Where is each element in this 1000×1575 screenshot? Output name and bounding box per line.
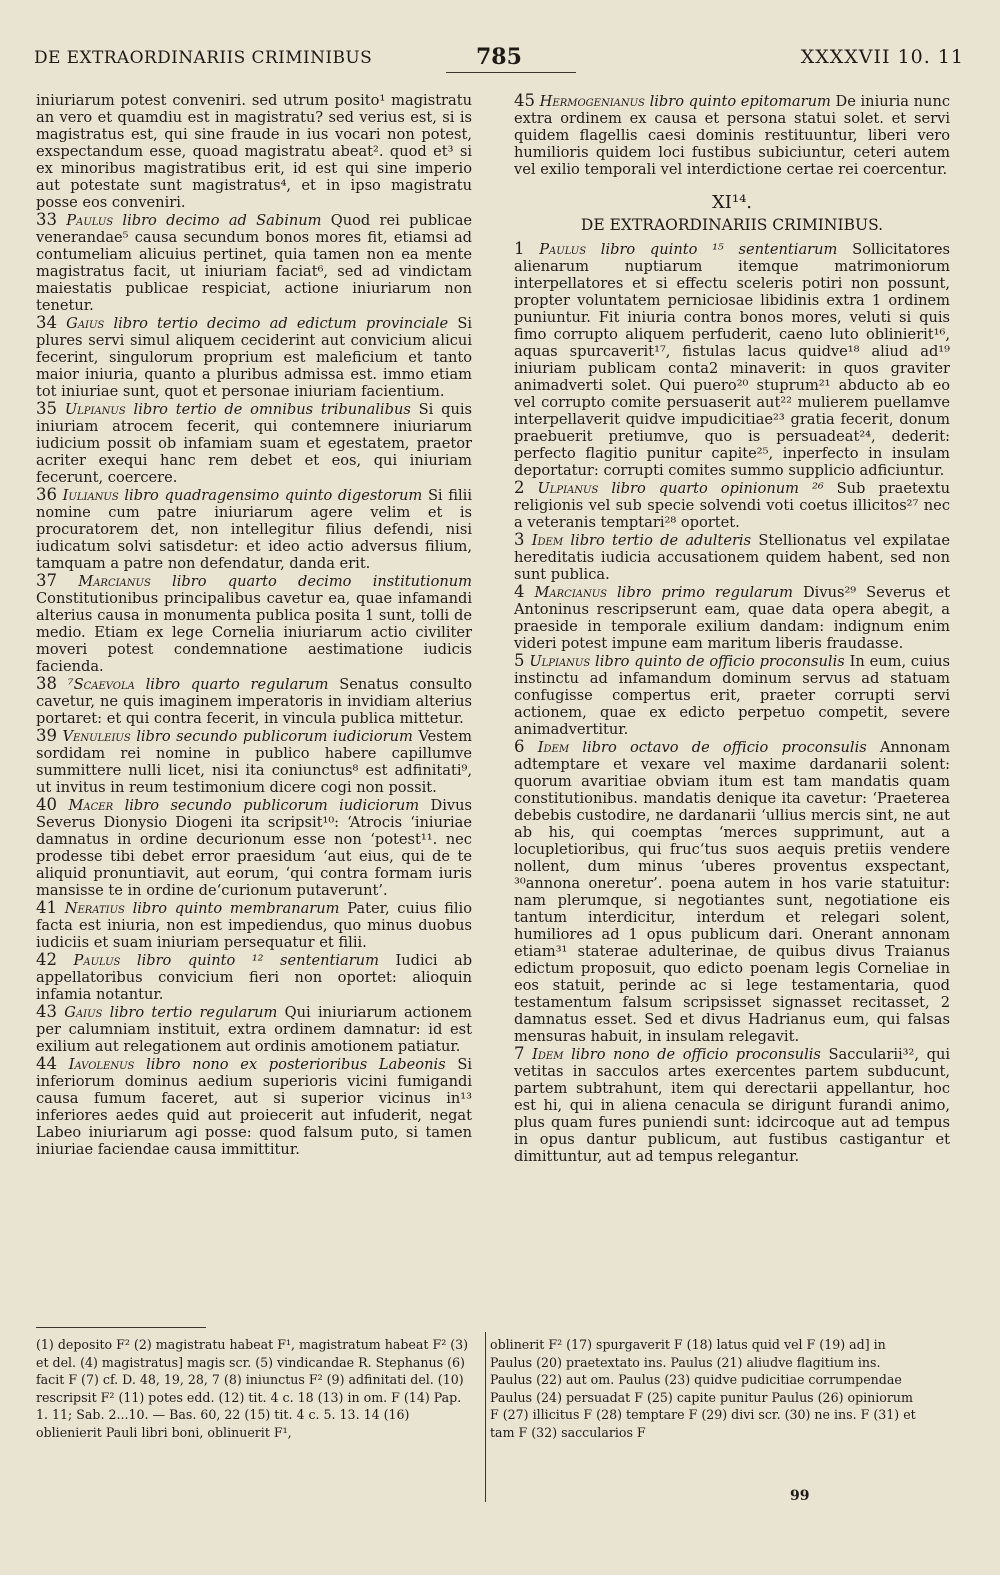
fragment-number: 33 bbox=[36, 210, 57, 229]
fragment-number: 39 bbox=[36, 726, 57, 745]
fragment-text: Vestem sordidam rei nomine in publico habere capillumve summittere nulli licet, nisi ita coniunctus⁸ est adfinitati⁹, ut invitus in reum testimonium dicere cogi non possit. bbox=[36, 728, 473, 796]
running-title: DE EXTRAORDINARIIS CRIMINIBUS bbox=[34, 48, 373, 68]
fragment-author: Iavolenus bbox=[68, 1056, 135, 1073]
fragment-author: Ulpianus bbox=[529, 653, 591, 670]
fragment-40 bbox=[36, 796, 472, 899]
fragment-number: 43 bbox=[36, 1002, 57, 1021]
fragment-work: libro quinto ¹⁵ sententiarum bbox=[600, 241, 838, 258]
footnote-rule bbox=[36, 1327, 206, 1328]
fragment-text: Constitutionibus principalibus cavetur ea, quae infamandi alterius causa in monumenta publica posita 1 sunt, tolli de medio. Etiam ex lege Cornelia iniuriarum actio civiliter moveri potest condemnatione aestimatione iudicis facienda. bbox=[36, 590, 472, 675]
header-rule bbox=[446, 72, 576, 73]
fragment-work: libro quinto ¹² sententiarum bbox=[136, 952, 379, 969]
fragment-author: Ulpianus bbox=[537, 480, 599, 497]
fragment-work: libro quarto decimo institutionum bbox=[172, 573, 473, 590]
fragment-text: Si plures servi simul aliquem ceciderint aut convicium alicui fecerint, singulorum proprium est maleficium et tanto maior iniuria, quanto a pluribus admissa est. immo etiam tot iniuriae sunt, quot et personae iniuriam facientium. bbox=[36, 315, 473, 400]
fragment-34 bbox=[36, 314, 472, 400]
left-column bbox=[36, 92, 472, 1158]
fragment-text: Senatus consulto cavetur, ne quis imaginem imperatoris in invidiam alterius portaret: et qui contra fecerit, in vincula publica mittetur. bbox=[36, 676, 473, 727]
footnote-column-divider bbox=[485, 1332, 486, 1502]
signature-mark: 99 bbox=[790, 1488, 810, 1504]
fragment-3 bbox=[514, 531, 950, 583]
fragment-number: 4 bbox=[514, 582, 525, 601]
fragment-number: 45 bbox=[514, 91, 535, 110]
fragment-text: Stellionatus vel expilatae hereditatis iudicia accusationem quidem habent, sed non sunt publica. bbox=[514, 532, 951, 583]
fragment-number: 37 bbox=[36, 571, 57, 590]
title-heading bbox=[514, 194, 950, 234]
fragment-text: De iniuria nunc extra ordinem ex causa et persona statui solet. et servi quidem flagellis caesi dominis restituuntur, liberi vero humilioris quidem loci fustibus subiciuntur, ceteri autem vel exilio temporali vel interdictione certae rei coercentur. bbox=[514, 93, 951, 178]
fragment-text: Qui iniuriarum actionem per calumniam instituit, extra ordinem damnatur: id est exilium aut relegationem aut ordinis amotionem patiatur. bbox=[36, 1004, 473, 1055]
fragment-author: Idem bbox=[531, 532, 564, 549]
fragment-work: libro quarto opinionum ²⁶ bbox=[611, 480, 824, 497]
fragment-number: 1 bbox=[514, 239, 525, 258]
fragment-text: In eum, cuius instinctu ad infamandum dominum servus ad statuam confugisse compertus erit, praeter corrupti servi actionem, quae ex edicto perpetuo competit, severe animadvertitur. bbox=[514, 653, 951, 738]
footnotes-right: oblinerit F² (17) spurgaverit F (18) latus quid vel F (19) ad] in Paulus (20) praetextato ins. Paulus (21) aliudve flagitium ins. Paulus (22) aut om. Paulus (23) quidve pudicitiae corrumpendae Paulus (24) persuadat F (25) capite punitur Paulus (26) opiniorum F (27) illicitus F (28) temptare F (29) divi scr. (30) ne ins. F (31) et tam F (32) saccularios F bbox=[490, 1337, 916, 1440]
fragment-number: 44 bbox=[36, 1054, 57, 1073]
fragment-38 bbox=[36, 675, 472, 727]
fragment-author: Venuleius bbox=[62, 728, 131, 745]
fragment-work: libro quinto de officio proconsulis bbox=[595, 653, 845, 670]
fragment-work: libro primo regularum bbox=[617, 584, 793, 601]
running-header bbox=[34, 44, 964, 78]
fragment-author: Paulus bbox=[539, 241, 587, 258]
fragment-work: libro nono ex posterioribus Labeonis bbox=[146, 1056, 446, 1073]
fragment-text: Iudici ab appellatoribus convicium fieri non oportet: alioquin infamia notantur. bbox=[36, 952, 473, 1003]
fragment-6 bbox=[514, 738, 950, 1045]
fragment-author: Idem bbox=[532, 1046, 564, 1063]
fragment-5 bbox=[514, 652, 950, 738]
fragment-44 bbox=[36, 1055, 472, 1158]
title-name: DE EXTRAORDINARIIS CRIMINIBUS. bbox=[580, 216, 884, 234]
fragment-work: libro secundo publicorum iudiciorum bbox=[136, 728, 413, 745]
fragment-number: 38 bbox=[36, 674, 57, 693]
title-number: XI¹⁴. bbox=[711, 192, 753, 213]
fragment-number: 41 bbox=[36, 898, 57, 917]
fragment-author: Iulianus bbox=[62, 487, 119, 504]
fragment-text: Si filii nomine cum patre iniuriarum agere velim et is procuratorem det, non intellegitur filius defendi, nisi iudicatum solvi satisdetur: et ideo actio adversus filium, tamquam a patre non defendatur, danda erit. bbox=[36, 487, 473, 572]
fragment-work: libro tertio regularum bbox=[109, 1004, 278, 1021]
fragment-number: 34 bbox=[36, 313, 57, 332]
fragment-author: Gaius bbox=[66, 315, 105, 332]
fragment-work: libro quinto membranarum bbox=[132, 900, 340, 917]
fragment-author: Marcianus bbox=[78, 573, 151, 590]
fragment-number: 3 bbox=[514, 530, 525, 549]
fragment-author: Gaius bbox=[64, 1004, 103, 1021]
fragment-work: libro nono de officio proconsulis bbox=[571, 1046, 821, 1063]
fragment-text: Annonam adtemptare et vexare vel maxime dardanarii solent: quorum avaritiae obviam itum est tam mandatis quam constitutionibus. mandatis denique ita cavetur: ‘Praeterea debebis custodire, ne dardanarii ‘ullius mercis sint, ne aut ab his, qui coemptas ‘merces supprimunt, aut a locupletioribus, qui fruc‘tus suos aequis pretiis vendere nollent, dum minus ‘uberes proventus exspectant, ³⁰annona oneretur’. poena autem in hos varie statuitur: nam plerumque, si negotiantes sunt, negotiatione eis tantum interdicitur, interdum et relegari solent, humiliores ad 1 opus publicum dari. Onerant annonam etiam³¹ staterae adulterinae, de quibus divus Traianus edictum proposuit, quo edicto poenam legis Corneliae in eos statuit, perinde ac si lege testamentaria, quod testamentum falsum scripsisset signasset recitasset, 2 damnatus esset. Sed et divus Hadrianus eum, qui falsas mensuras habuit, in insulam relegavit. bbox=[514, 739, 951, 1045]
fragment-work: libro decimo ad Sabinum bbox=[122, 212, 322, 229]
fragment-work: libro tertio de adulteris bbox=[570, 532, 752, 549]
fragment-author: Paulus bbox=[66, 212, 114, 229]
fragment-work: libro quarto regularum bbox=[145, 676, 329, 693]
paragraph-continuation: iniuriarum potest conveniri. sed utrum posito¹ magistratu an vero et quamdiu est in magistratu? sed verius est, si is magistratus est, qui sine fraude in ius vocari non potest, exspectandum esse, quoad magistratu abeat². quod et³ si ex minoribus magistratibus erit, id est qui sine imperio aut potestate sunt magistratus⁴, et in ipso magistratu posse eos conveniri. bbox=[36, 92, 472, 211]
fragment-text: Pater, cuius filio facta est iniuria, non est impediendus, quo minus duobus iudiciis et suam iniuriam persequatur et filii. bbox=[36, 900, 472, 951]
fragment-author: Ulpianus bbox=[64, 401, 126, 418]
fragment-text: Si quis iniuriam atrocem fecerit, qui contemnere iniuriarum iudicium possit ob infamiam suam et egestatem, praetor acriter exequi hanc rem debet et eos, qui iniuriam fecerunt, coercere. bbox=[36, 401, 473, 486]
fragment-work: libro tertio de omnibus tribunalibus bbox=[133, 401, 411, 418]
fragment-work: libro tertio decimo ad edictum provinciale bbox=[113, 315, 449, 332]
fragment-author: Neratius bbox=[64, 900, 125, 917]
fragment-number: 7 bbox=[514, 1044, 525, 1063]
fragment-work: libro octavo de officio proconsulis bbox=[582, 739, 867, 756]
fragment-author: Idem bbox=[537, 739, 570, 756]
fragment-text: Divus Severus Dionysio Diogeni ita scripsit¹⁰: ‘Atrocis ‘iniuriae damnatus in ordine decurionum esse non ‘potest¹¹. nec prodesse tibi debet error praesidum ‘aut eius, qui de te aliquid pronuntiavit, aut eorum, ‘qui contra formam iuris mansisse te in ordine de‘curionum putaverunt’. bbox=[36, 797, 473, 899]
fragment-text: Divus²⁹ Severus et Antoninus rescripserunt eam, quae data opera abegit, a praeside in temporale exilium dandam: indignum enim videri potest impune eam maritum liberis fraudasse. bbox=[514, 584, 950, 652]
book-title-reference: XXXXVII 10. 11 bbox=[800, 46, 964, 68]
fragment-7 bbox=[514, 1045, 950, 1165]
fragment-42 bbox=[36, 951, 472, 1003]
page-number: 785 bbox=[476, 44, 522, 70]
fragment-work: libro secundo publicorum iudiciorum bbox=[124, 797, 420, 814]
fragment-1 bbox=[514, 240, 950, 479]
fragment-number: 35 bbox=[36, 399, 57, 418]
fragment-2 bbox=[514, 479, 950, 531]
fragment-36 bbox=[36, 486, 472, 572]
fragment-number: 6 bbox=[514, 737, 525, 756]
right-column bbox=[514, 92, 950, 1165]
fragment-author: Hermogenianus bbox=[539, 93, 645, 110]
fragment-45 bbox=[514, 92, 950, 178]
fragment-text: Sub praetextu religionis vel sub specie solvendi voti coetus illicitos²⁷ nec a veteranis temptari²⁸ oportet. bbox=[514, 480, 951, 531]
fragment-text: Saccularii³², qui vetitas in sacculos artes exercentes partem subducunt, partem subtrahunt, item qui derectarii appellantur, hoc est hi, qui in aliena cenacula se dirigunt furandi animo, plus quam fures puniendi sunt: idcircoque aut ad tempus in opus dantur publicum, aut fustibus castigantur et dimittuntur, aut ad tempus relegantur. bbox=[514, 1046, 951, 1165]
fragment-text: Sollicitatores alienarum nuptiarum itemque matrimoniorum interpellatores et si effectu sceleris potiri non possunt, propter voluntatem perniciosae libidinis extra 1 ordinem puniuntur. Fit iniuria contra bonos mores, veluti si quis fimo corrupto aliquem perfuderit, caeno luto oblinierit¹⁶, aquas spurcaverit¹⁷, fistulas lacus quidve¹⁸ aliud ad¹⁹ iniuriam publicam conta2 minaverit: in quos graviter animadverti solet. Qui puero²⁰ stuprum²¹ abducto ab eo vel corrupto comite persuaserit aut²² mulierem puellamve interpellaverit quidve impudicitiae²³ gratia fecerit, donum praebuerit pretiumve, quo is persuadeat²⁴, dederit: perfecto flagitio punitur capite²⁵, inperfecto in insulam deportatur: corrupti comites summo supplicio adficiuntur. bbox=[514, 241, 951, 479]
fragment-author: Paulus bbox=[73, 952, 121, 969]
fragment-33 bbox=[36, 211, 472, 314]
fragment-author: Marcianus bbox=[534, 584, 608, 601]
fragment-text: Si inferiorum dominus aedium superioris vicini fumigandi causa fumum faceret, aut si superior vicinus in¹³ inferiores aedes quid aut proiecerit aut infuderit, negat Labeo iniuriarum agi posse: quod falsum puto, si tamen iniuriae faciendae causa immittitur. bbox=[36, 1056, 472, 1158]
fragment-39 bbox=[36, 727, 472, 796]
fragment-author: Macer bbox=[68, 797, 114, 814]
fragment-work: libro quadragensimo quinto digestorum bbox=[124, 487, 423, 504]
fragment-work: libro quinto epitomarum bbox=[649, 93, 831, 110]
fragment-number: 42 bbox=[36, 950, 57, 969]
fragment-number: 40 bbox=[36, 795, 57, 814]
fragment-35 bbox=[36, 400, 472, 486]
fragment-41 bbox=[36, 899, 472, 951]
fragment-4 bbox=[514, 583, 950, 652]
fragment-43 bbox=[36, 1003, 472, 1055]
fragment-number: 5 bbox=[514, 651, 525, 670]
fragment-37 bbox=[36, 572, 472, 675]
fragment-number: 36 bbox=[36, 485, 57, 504]
fragment-text: Quod rei publicae venerandae⁵ causa secundum bonos mores fit, etiamsi ad contumeliam alicuius pertinet, quia tamen non ea mente magistratus facit, ut iniuriam faciat⁶, sed ad vindictam maiestatis publicae respiciat, actione iniuriarum non tenetur. bbox=[36, 212, 473, 314]
fragment-number: 2 bbox=[514, 478, 525, 497]
fragment-author: ⁷Scaevola bbox=[67, 676, 135, 693]
footnotes-left: (1) deposito F² (2) magistratu habeat F¹, magistratum habeat F² (3) et del. (4) magistratus] magis scr. (5) vindicandae R. Stephanus (6) facit F (7) cf. D. 48, 19, 28, 7 (8) iniunctus F² (9) adfinitati del. (10) rescripsit F² (11) potes edd. (12) tit. 4 c. 18 (13) in om. F (14) Pap. 1. 11; Sab. 2...10. — Bas. 60, 22 (15) tit. 4 c. 5. 13. 14 (16) oblienierit Pauli libri boni, oblinuerit F¹, bbox=[36, 1337, 469, 1440]
